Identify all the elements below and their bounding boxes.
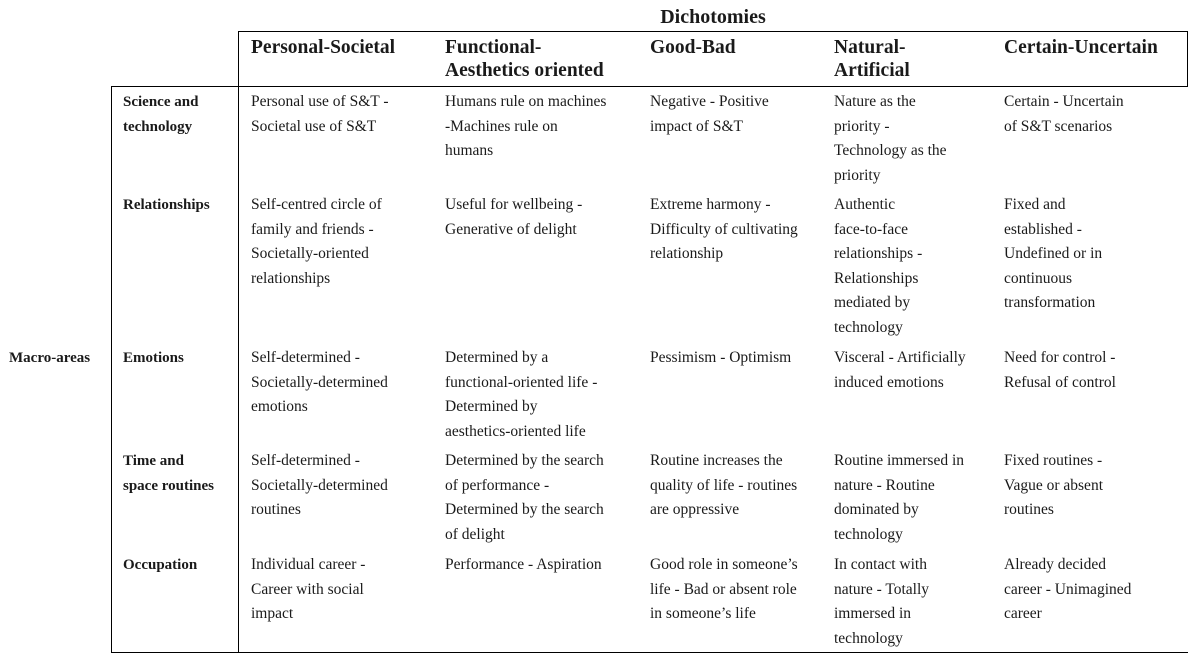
row-header-time-space-routines: Time and space routines: [123, 453, 214, 494]
row-header-emotions: Emotions: [123, 350, 184, 366]
table-cell: Determined by a functional-oriented life - Determined by aesthetics-oriented life: [445, 349, 598, 440]
table-cell: Self-determined - Societally-determined routines: [251, 452, 388, 518]
rule-right-border: [1187, 31, 1188, 87]
table-cell: Nature as the priority - Technology as the priority: [834, 93, 947, 184]
rule-under-group-header: [238, 31, 1188, 32]
row-header-science-technology: Science and technology: [123, 94, 199, 135]
table-cell: Routine immersed in nature - Routine dominated by technology: [834, 452, 965, 543]
table-cell: Personal use of S&T - Societal use of S&T: [251, 93, 389, 135]
table-cell: Fixed routines - Vague or absent routines: [1004, 452, 1103, 518]
table-cell: Humans rule on machines -Machines rule on humans: [445, 93, 607, 159]
table-cell: Certain - Uncertain of S&T scenarios: [1004, 93, 1124, 135]
table-cell: Visceral - Artificially induced emotions: [834, 349, 966, 391]
table-cell: Useful for wellbeing - Generative of delight: [445, 196, 583, 238]
table-cell: Routine increases the quality of life - routines are oppressive: [650, 452, 798, 518]
column-header-certain-uncertain: Certain-Uncertain: [1004, 37, 1158, 58]
table-cell: Performance - Aspiration: [445, 556, 602, 573]
table-cell: Self-centred circle of family and friends - Societally-oriented relationships: [251, 196, 382, 287]
table-cell: Determined by the search of performance - Determined by the search of delight: [445, 452, 604, 543]
group-header: Dichotomies: [660, 6, 766, 28]
rule-left-border: [111, 86, 112, 652]
rule-header-divider: [238, 31, 239, 652]
table-cell: Need for control - Refusal of control: [1004, 349, 1116, 391]
side-header-macro-areas: Macro-areas: [9, 350, 91, 366]
rule-table-bottom: [111, 652, 1188, 653]
row-header-occupation: Occupation: [123, 557, 198, 573]
table-cell: Authentic face-to-face relationships - Relationships mediated by technology: [834, 196, 923, 336]
table-cell: In contact with nature - Totally immersed in technology: [834, 556, 930, 647]
row-header-relationships: Relationships: [123, 197, 210, 213]
column-header-natural-artificial: Natural- Artificial: [834, 37, 910, 81]
table-cell: Good role in someone’s life - Bad or absent role in someone’s life: [650, 556, 798, 622]
table-cell: Individual career - Career with social impact: [251, 556, 366, 622]
table-cell: Self-determined - Societally-determined emotions: [251, 349, 388, 415]
table-cell: Extreme harmony - Difficulty of cultivating relationship: [650, 196, 798, 262]
column-header-good-bad: Good-Bad: [650, 37, 736, 58]
table-cell: Pessimism - Optimism: [650, 349, 792, 366]
rule-under-column-headers: [111, 86, 1188, 87]
table-cell: Fixed and established - Undefined or in continuous transformation: [1004, 196, 1103, 311]
table-cell: Already decided career - Unimagined career: [1004, 556, 1132, 622]
column-header-functional-aesthetics: Functional- Aesthetics oriented: [445, 37, 604, 81]
column-header-personal-societal: Personal-Societal: [251, 37, 396, 58]
table-cell: Negative - Positive impact of S&T: [650, 93, 769, 135]
